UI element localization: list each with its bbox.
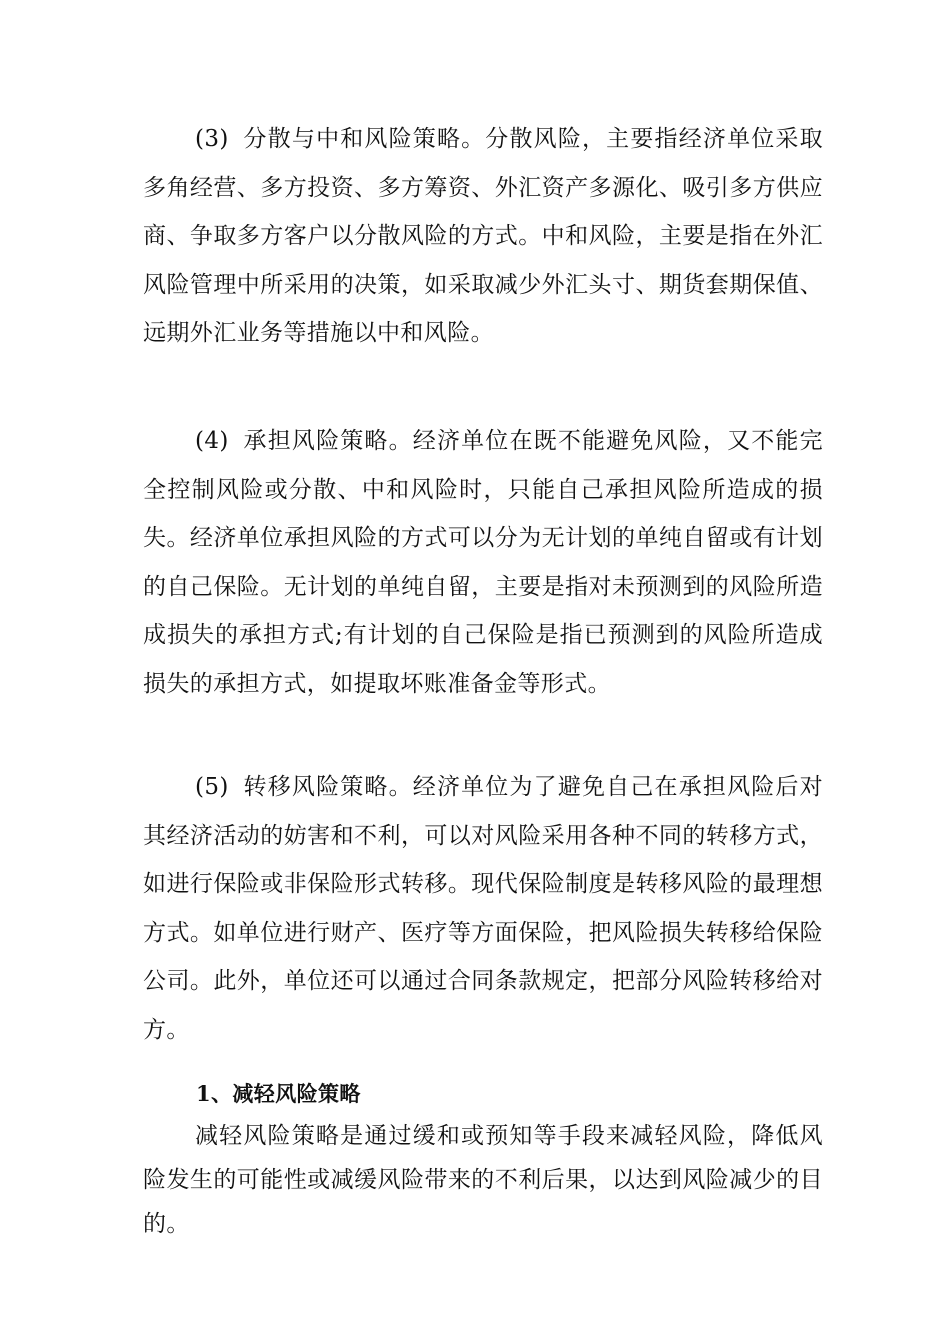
paragraph-number: (4) xyxy=(195,428,229,454)
paragraph-strategy-3 xyxy=(143,115,823,358)
paragraph-text: 转移风险策略。经济单位为了避免自己在承担风险后对其经济活动的妨害和不利，可以对风险采用各种不同的转移方式，如进行保险或非保险形式转移。现代保险制度是转移风险的最理想方式。如单位进行财产、医疗等方面保险，把风险损失转移给保险公司。此外，单位还可以通过合同条款规定，把部分风险转移给对方。 xyxy=(143,774,823,1043)
paragraph-number: (3) xyxy=(195,126,229,152)
paragraph-number: (5) xyxy=(195,774,229,800)
paragraph-strategy-4 xyxy=(143,417,823,708)
section-body-paragraph: 减轻风险策略是通过缓和或预知等手段来减轻风险，降低风险发生的可能性或减缓风险带来的不利后果，以达到风险减少的目的。 xyxy=(143,1123,823,1237)
paragraph-text: 分散与中和风险策略。分散风险，主要指经济单位采取多角经营、多方投资、多方筹资、外汇资产多源化、吸引多方供应商、争取多方客户以分散风险的方式。中和风险，主要是指在外汇风险管理中所采用的决策，如采取减少外汇头寸、期货套期保值、远期外汇业务等措施以中和风险。 xyxy=(143,126,823,346)
paragraph-text: 承担风险策略。经济单位在既不能避免风险，又不能完全控制风险或分散、中和风险时，只能自己承担风险所造成的损失。经济单位承担风险的方式可以分为无计划的单纯自留或有计划的自己保险。无计划的单纯自留，主要是指对未预测到的风险所造成损失的承担方式;有计划的自己保险是指已预测到的风险所造成损失的承担方式，如提取坏账准备金等形式。 xyxy=(143,428,823,697)
section-heading: 1、减轻风险策略 xyxy=(196,1081,361,1106)
paragraph-strategy-5 xyxy=(143,763,823,1054)
